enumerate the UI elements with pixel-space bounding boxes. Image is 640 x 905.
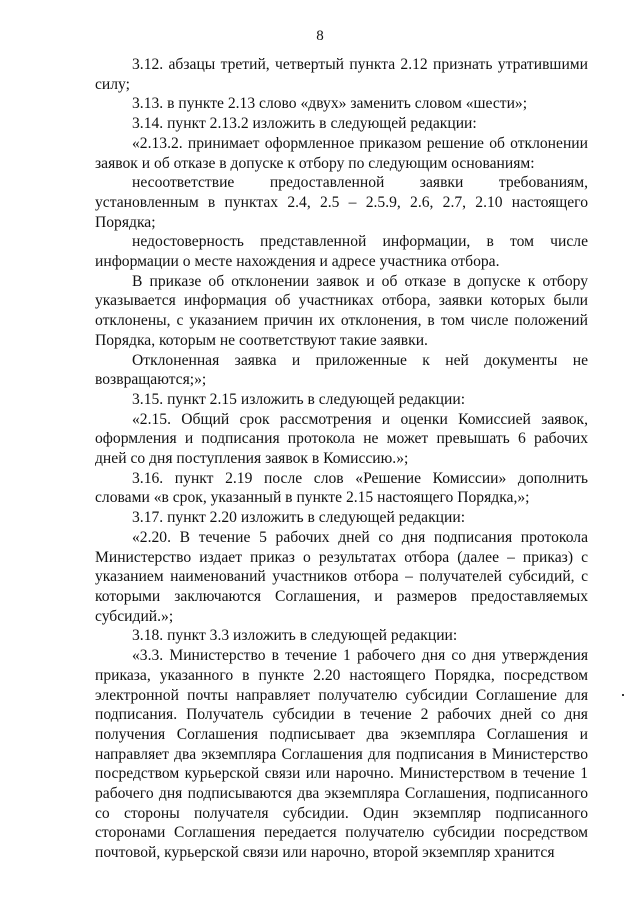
paragraph-2-13-2: «2.13.2. принимает оформленное приказом решение об отклонении заявок и об отказе в допуске к отбору по следующим основаниям: bbox=[95, 134, 588, 172]
paragraph-3-16: 3.16. пункт 2.19 после слов «Решение Комиссии» дополнить словами «в срок, указанный в пункте 2.15 настоящего Порядка,»; bbox=[95, 469, 588, 507]
paragraph-rejected-not-returned: Отклоненная заявка и приложенные к ней документы не возвращаются;»; bbox=[95, 351, 588, 389]
paragraph-3-17: 3.17. пункт 2.20 изложить в следующей редакции: bbox=[132, 509, 466, 527]
page-number: 8 bbox=[316, 28, 324, 44]
paragraph-3-12: 3.12. абзацы третий, четвертый пункта 2.12 признать утратившими силу; bbox=[95, 56, 588, 93]
paragraph-2-20: «2.20. В течение 5 рабочих дней со дня подписания протокола Министерство издает приказ о результатах отбора (далее – приказ) с указанием наименований участников отбора – получателей субсидий, с которыми заключаются Соглашения, и размеров предоставляемых субсидий.»; bbox=[95, 528, 588, 625]
paragraph-3-18: 3.18. пункт 3.3 изложить в следующей редакции: bbox=[132, 627, 458, 645]
paragraph-ground-nonconformity: несоответствие предоставленной заявки требованиям, установленным в пунктах 2.4, 2.5 – 2.5.9, 2.6, 2.7, 2.10 настоящего Порядка; bbox=[95, 174, 588, 231]
scan-mark bbox=[622, 694, 624, 696]
document-body bbox=[95, 55, 588, 863]
paragraph-3-15: 3.15. пункт 2.15 изложить в следующей редакции: bbox=[132, 390, 466, 408]
paragraph-3-14: 3.14. пункт 2.13.2 изложить в следующей редакции: bbox=[132, 115, 477, 133]
paragraph-ground-inaccuracy: недостоверность представленной информации, в том числе информации о месте нахождения и адресе участника отбора. bbox=[95, 233, 588, 271]
paragraph-2-15: «2.15. Общий срок рассмотрения и оценки Комиссией заявок, оформления и подписания протокола не может превышать 6 рабочих дней со дня поступления заявок в Комиссию.»; bbox=[95, 410, 588, 468]
paragraph-3-13: 3.13. в пункте 2.13 слово «двух» заменить словом «шести»; bbox=[132, 95, 528, 113]
paragraph-rejection-order: В приказе об отклонении заявок и об отказе в допуске к отбору указывается информация об участниках отбора, заявки которых были отклонены, с указанием причин их отклонения, в том числе положений Порядка, которым не соответствуют такие заявки. bbox=[95, 272, 588, 349]
paragraph-3-3: «3.3. Министерство в течение 1 рабочего дня со дня утверждения приказа, указанного в пункте 2.20 настоящего Порядка, посредством электронной почты направляет получателю субсидии Соглашение для подписания. Получатель субсидии в течение 2 рабочих дней со дня получения Соглашения подписывает два экземпляра Соглашения и направляет два экземпляра Соглашения для подписания в Министерство посредством курьерской связи или нарочно. Министерством в течение 1 рабочего дня подписываются два экземпляра Соглашения, подписанного со стороны получателя субсидии. Один экземпляр подписанного сторонами Соглашения передается получателю субсидии посредством почтовой, курьерской связи или нарочно, второй экземпляр хранится bbox=[95, 647, 588, 862]
